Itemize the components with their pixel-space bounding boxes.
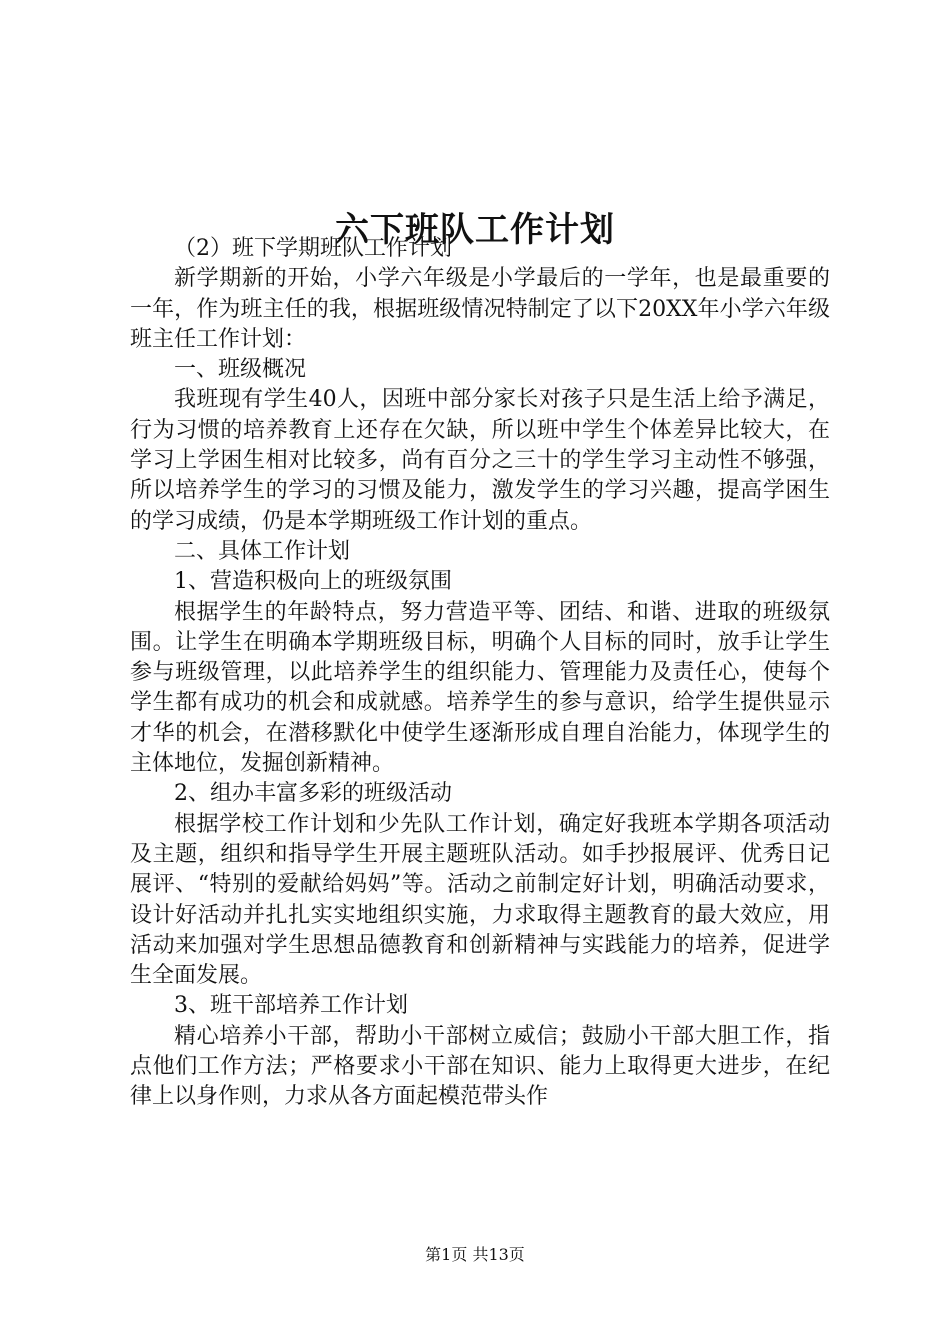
section-heading-overview: 一、班级概况 (174, 357, 307, 383)
page-number-footer: 第1页 共13页 (425, 1245, 525, 1264)
subheading-activities: 2、组办丰富多彩的班级活动 (174, 781, 452, 807)
paragraph-class-heading: （2）班下学期班队工作计划 (174, 236, 452, 261)
paragraph-atmosphere: 根据学生的年龄特点，努力营造平等、团结、和谐、进取的班级氛围。让学生在明确本学期班级目标，明确个人目标的同时，放手让学生参与班级管理，以此培养学生的组织能力、管理能力及责任心，使每个学生都有成功的机会和成就感。培养学生的参与意识，给学生提供显示才华的机会，在潜移默化中使学生逐渐形成自理自治能力，体现学生的主体地位，发掘创新精神。 (130, 599, 830, 777)
document-title: 六下班队工作计划 (335, 209, 615, 250)
paragraph-overview: 我班现有学生40人，因班中部分家长对孩子只是生活上给予满足，行为习惯的培养教育上还存在欠缺，所以班中学生个体差异比较大，在学习上学困生相对比较多，尚有百分之三十的学生学习主动性不够强，所以培养学生的学习的习惯及能力，激发学生的学习兴趣，提高学困生的学习成绩，仍是本学期班级工作计划的重点。 (130, 387, 830, 534)
subheading-atmosphere: 1、营造积极向上的班级氛围 (174, 569, 452, 595)
paragraph-cadres: 精心培养小干部，帮助小干部树立威信；鼓励小干部大胆工作，指点他们工作方法；严格要求小干部在知识、能力上取得更大进步，在纪律上以身作则，力求从各方面起模范带头作 (130, 1023, 830, 1110)
section-heading-plan: 二、具体工作计划 (174, 538, 351, 564)
paragraph-activities: 根据学校工作计划和少先队工作计划，确定好我班本学期各项活动及主题，组织和指导学生开展主题班队活动。如手抄报展评、优秀日记展评、“特别的爱献给妈妈”等。活动之前制定好计划，明确活动要求，设计好活动并扎扎实实地组织实施，力求取得主题教育的最大效应，用活动来加强对学生思想品德教育和创新精神与实践能力的培养，促进学生全面发展。 (130, 811, 830, 989)
subheading-cadres: 3、班干部培养工作计划 (174, 993, 408, 1019)
paragraph-intro: 新学期新的开始，小学六年级是小学最后的一学年，也是最重要的一年，作为班主任的我，根据班级情况特制定了以下20XX年小学六年级班主任工作计划： (130, 266, 830, 352)
document-body (130, 234, 830, 1113)
